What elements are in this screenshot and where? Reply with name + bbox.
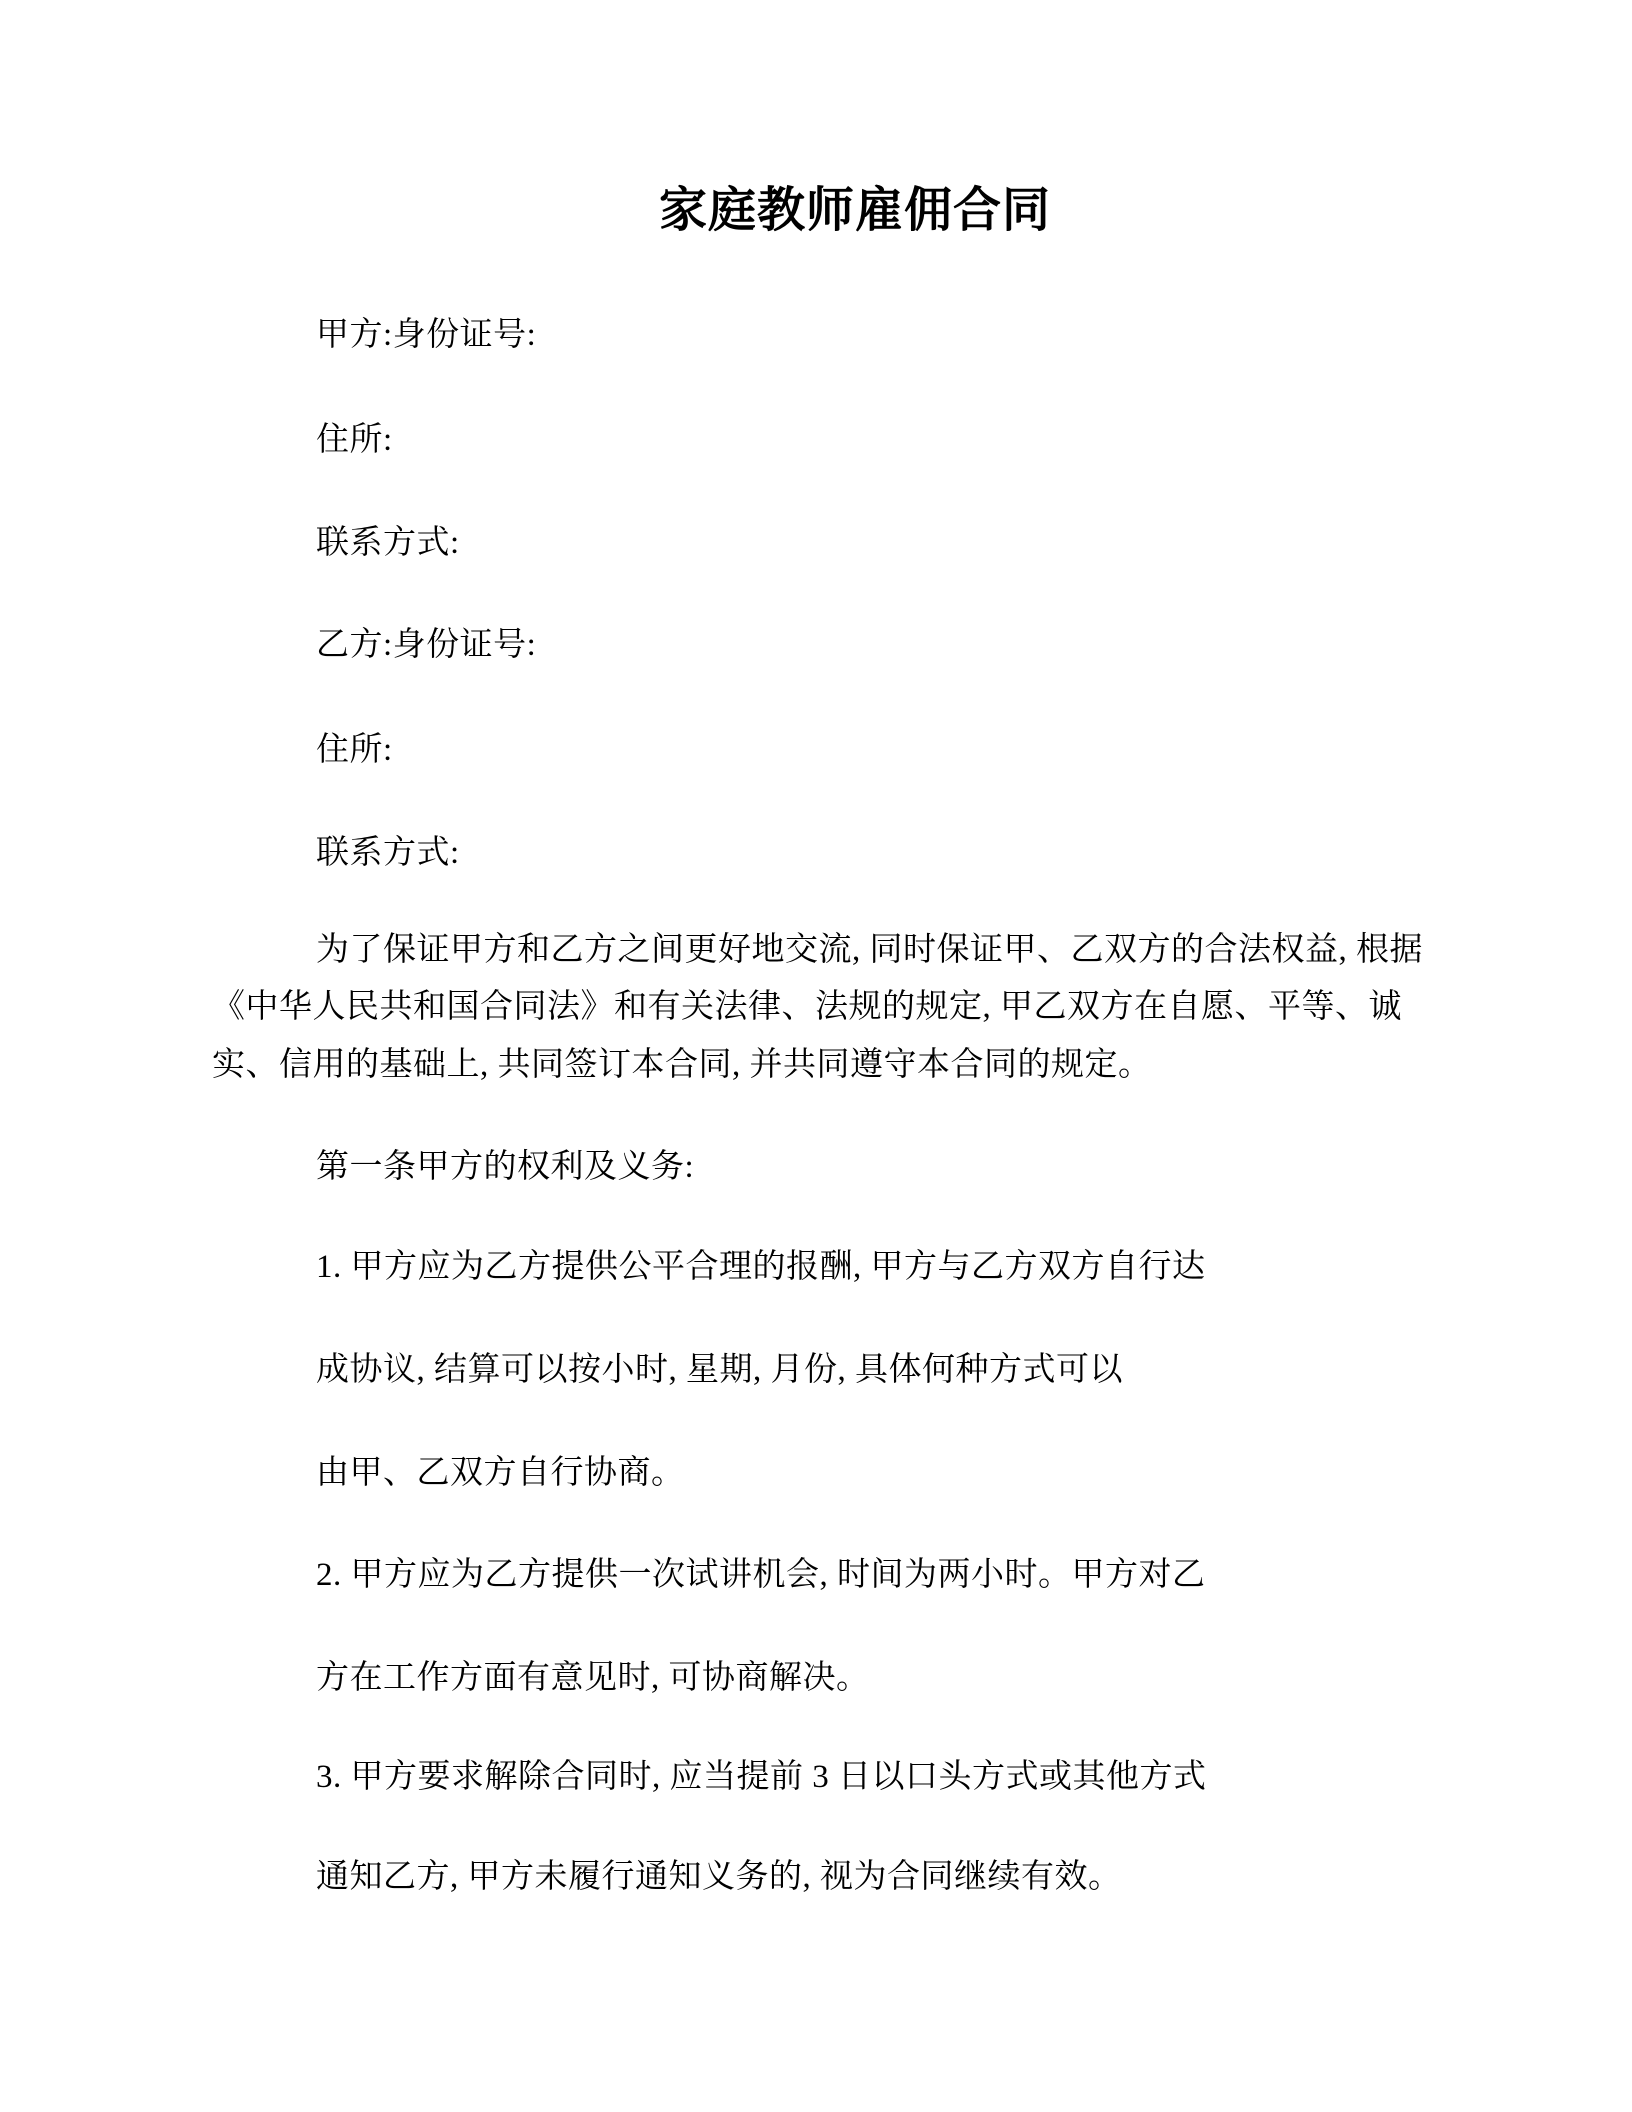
- clause-1-line-2: 成协议, 结算可以按小时, 星期, 月份, 具体何种方式可以: [316, 1352, 1123, 1388]
- party-b-contact-line: 联系方式:: [316, 835, 460, 871]
- section-1-heading: 第一条甲方的权利及义务:: [316, 1149, 695, 1185]
- clause-3-line-1: 3. 甲方要求解除合同时, 应当提前 3 日以口头方式或其他方式: [316, 1759, 1207, 1795]
- clause-2-line-1: 2. 甲方应为乙方提供一次试讲机会, 时间为两小时。甲方对乙: [316, 1557, 1206, 1593]
- preamble-line-1: 为了保证甲方和乙方之间更好地交流, 同时保证甲、乙双方的合法权益, 根据: [316, 932, 1423, 968]
- party-a-contact-line: 联系方式:: [316, 525, 460, 561]
- clause-1-line-3: 由甲、乙双方自行协商。: [316, 1455, 685, 1491]
- party-b-id-line: 乙方:身份证号:: [316, 627, 537, 663]
- preamble-line-2: 《中华人民共和国合同法》和有关法律、法规的规定, 甲乙双方在自愿、平等、诚: [212, 989, 1402, 1025]
- party-a-address-line: 住所:: [316, 422, 393, 458]
- party-b-address-line: 住所:: [316, 732, 393, 768]
- clause-3-line-2: 通知乙方, 甲方未履行通知义务的, 视为合同继续有效。: [316, 1859, 1122, 1895]
- party-a-id-line: 甲方:身份证号:: [316, 317, 537, 353]
- clause-1-line-1: 1. 甲方应为乙方提供公平合理的报酬, 甲方与乙方双方自行达: [316, 1249, 1206, 1285]
- preamble-line-3: 实、信用的基础上, 共同签订本合同, 并共同遵守本合同的规定。: [212, 1047, 1152, 1083]
- document-title: 家庭教师雇佣合同: [658, 184, 1051, 237]
- clause-2-line-2: 方在工作方面有意见时, 可协商解决。: [316, 1660, 870, 1696]
